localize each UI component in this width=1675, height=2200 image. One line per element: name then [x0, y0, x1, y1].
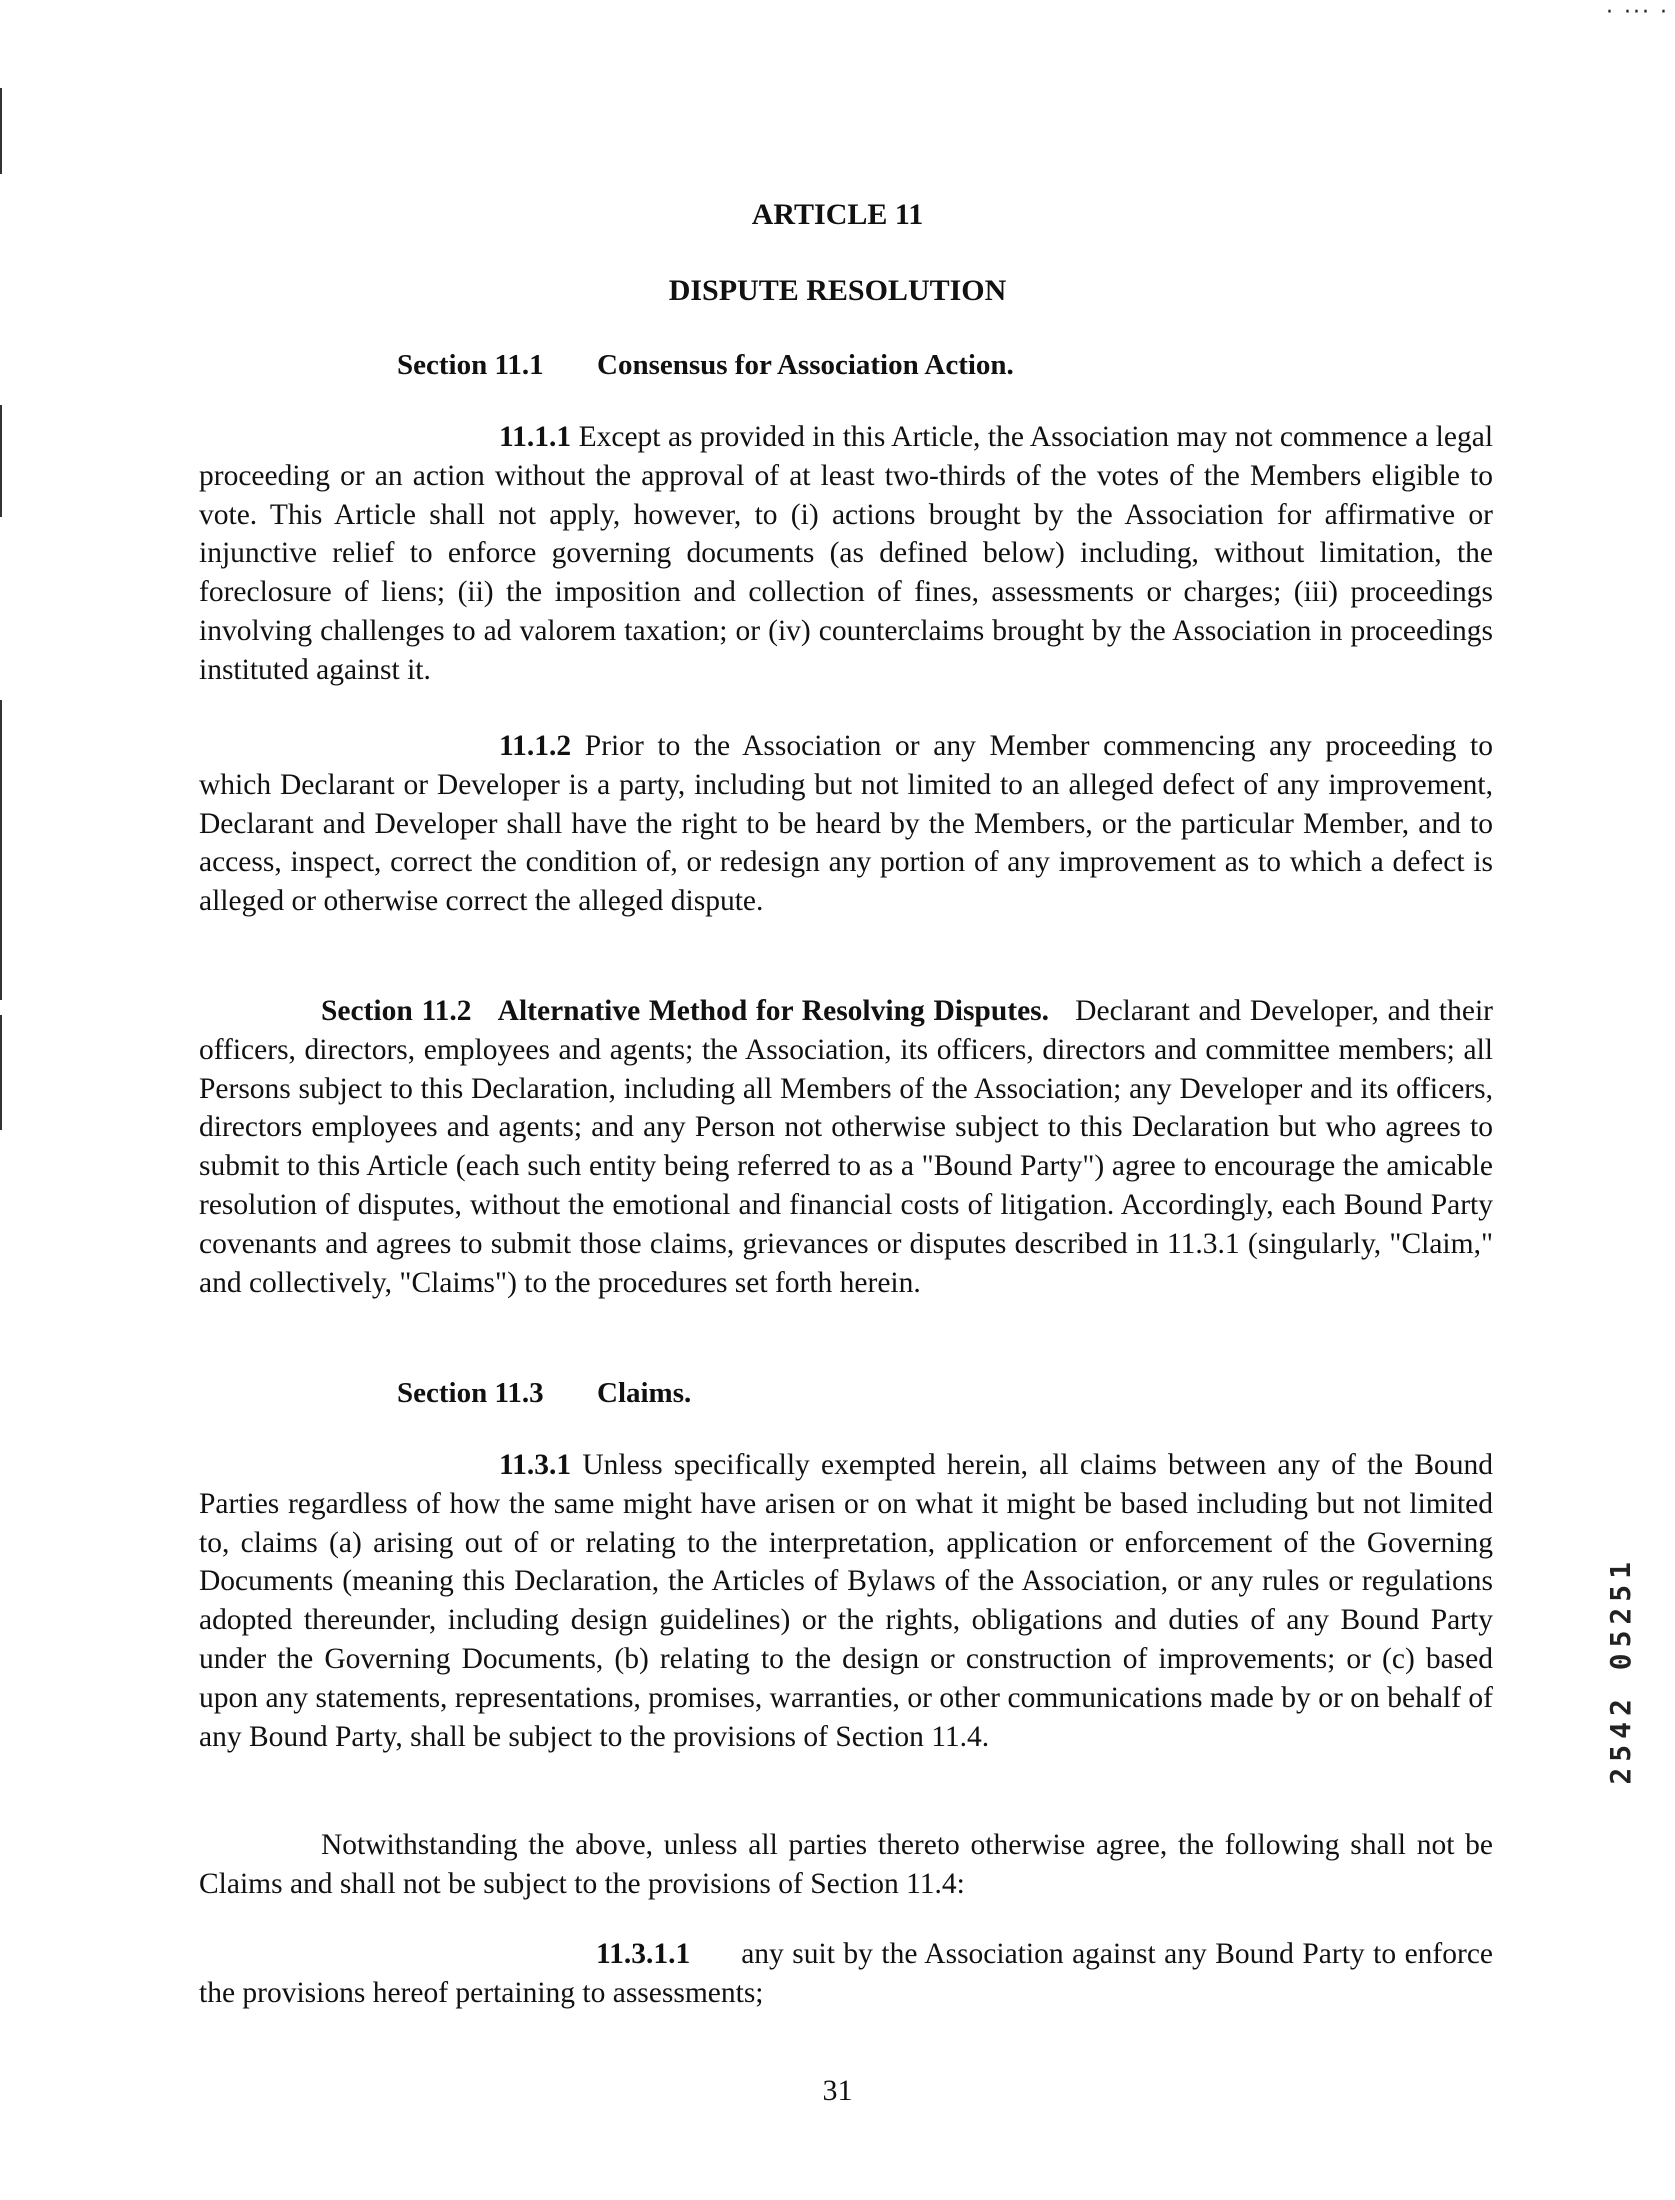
- paragraph-section-11-2: [199, 992, 1493, 1302]
- paragraph-text: Except as provided in this Article, the Association may not commence a legal proceeding or an action without the approval of at least two-thirds of the votes of the Members eligible to vote. This Article shall not apply, however, to (i) actions brought by the Association for affirmative or injunctive relief to enforce governing documents (as defined below) including, without limitation, the foreclosure of liens; (ii) the imposition and collection of fines, assessments or charges; (iii) proceedings involving challenges to ad valorem taxation; or (iv) counterclaims brought by the Association in proceedings instituted against it.: [199, 421, 1494, 686]
- paragraph-11-1-1: [199, 418, 1493, 690]
- scan-margin-mark: [0, 700, 2, 1000]
- scan-margin-mark: [0, 1015, 2, 1130]
- scan-specks: · ··· ·: [1606, 0, 1669, 25]
- paragraph-11-1-2: [199, 727, 1493, 921]
- paragraph-text: Prior to the Association or any Member commencing any proceeding to which Declarant or Developer is a party, including but not limited to an alleged defect of any improvement, Declarant and Developer shall have the right to be heard by the Members, or the particular Member, and to access, inspect, correct the condition of, or redesign any portion of any improvement as to which a defect is alleged or otherwise correct the alleged dispute.: [199, 730, 1493, 918]
- paragraph-text: Unless specifically exempted herein, all claims between any of the Bound Parties regardless of how the same might have arisen or on what it might be based including but not limited to, claims (a) arising out of or relating to the interpretation, application or enforcement of the Governing Documents (meaning this Declaration, the Articles of Bylaws of the Association, or any rules or regulations adopted thereunder, including design guidelines) or the rights, obligations and duties of any Bound Party under the Governing Documents, (b) relating to the design or construction of improvements; or (c) based upon any statements, representations, promises, warranties, or other communications made by or on behalf of any Bound Party, shall be subject to the provisions of Section 11.4.: [199, 1449, 1493, 1753]
- section-11-1-heading: [397, 347, 1014, 383]
- section-number: Section 11.2: [321, 995, 472, 1027]
- article-title: ARTICLE 11: [751, 198, 924, 231]
- section-title: Alternative Method for Resolving Disputes.: [497, 995, 1050, 1027]
- paragraph-notwithstanding: [199, 1826, 1493, 1904]
- paragraph-number: 11.1.1: [499, 421, 572, 453]
- paragraph-11-3-1-1: [199, 1935, 1493, 2013]
- paragraph-text: Notwithstanding the above, unless all parties thereto otherwise agree, the following shall not be Claims and shall not be subject to the provisions of Section 11.4:: [199, 1829, 1493, 1900]
- paragraph-number: 11.3.1: [499, 1449, 572, 1481]
- paragraph-text: any suit by the Association against any Bound Party to enforce the provisions hereof pertaining to assessments;: [199, 1938, 1494, 2009]
- paragraph-number: 11.3.1.1: [596, 1938, 691, 1970]
- paragraph-text: Declarant and Developer, and their officers, directors, employees and agents; the Association, its officers, directors and committee members; all Persons subject to this Declaration, including all Members of the Association; any Developer and its officers, directors employees and agents; and any Person not otherwise subject to this Declaration but who agrees to submit to this Article (each such entity being referred to as a "Bound Party") agree to encourage the amicable resolution of disputes, without the emotional and financial costs of litigation. Accordingly, each Bound Party covenants and agrees to submit those claims, grievances or disputes described in 11.3.1 (singularly, "Claim," and collectively, "Claims") to the procedures set forth herein.: [199, 995, 1493, 1299]
- recording-stamp: 2542 05251: [1604, 1556, 1637, 1785]
- scan-margin-mark: [0, 88, 2, 174]
- scan-margin-mark: [0, 405, 2, 517]
- page-number: 31: [822, 2074, 853, 2107]
- section-title: Consensus for Association Action.: [597, 349, 1014, 381]
- paragraph-11-3-1: [199, 1446, 1493, 1756]
- article-subtitle: DISPUTE RESOLUTION: [668, 274, 1007, 307]
- section-title: Claims.: [597, 1377, 692, 1409]
- section-number: Section 11.1: [397, 349, 544, 381]
- paragraph-number: 11.1.2: [499, 730, 572, 762]
- section-11-3-heading: [397, 1375, 691, 1411]
- section-number: Section 11.3: [397, 1377, 544, 1409]
